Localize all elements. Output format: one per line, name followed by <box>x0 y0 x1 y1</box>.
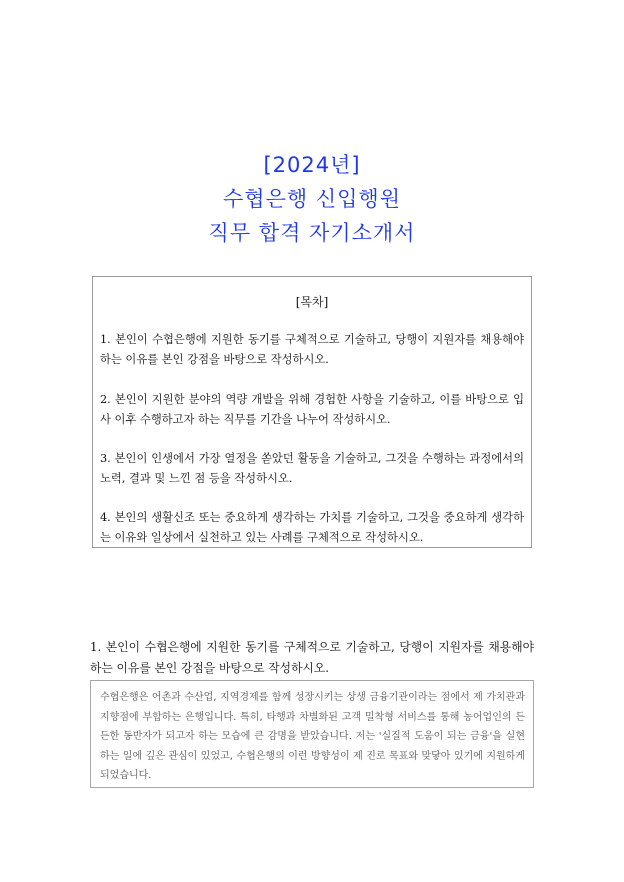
toc-item-3: 3. 본인이 인생에서 가장 열정을 쏟았던 활동을 기술하고, 그것을 수행하는 과정에서의 노력, 결과 및 느낀 점 등을 작성하시오. <box>100 452 524 485</box>
question-1-heading: 1. 본인이 수협은행에 지원한 동기를 구체적으로 기술하고, 당행이 지원자를 채용해야 하는 이유를 본인 강점을 바탕으로 작성하시오. <box>90 640 534 675</box>
title-subject: 직무 합격 자기소개서 <box>208 221 416 245</box>
toc-item-4: 4. 본인의 생활신조 또는 중요하게 생각하는 가치를 기술하고, 그것을 중요하게 생각하는 이유와 일상에서 실천하고 있는 사례를 구체적으로 작성하시오. <box>100 511 524 544</box>
toc-item-1: 1. 본인이 수협은행에 지원한 동기를 구체적으로 기술하고, 당행이 지원자를 채용해야 하는 이유를 본인 강점을 바탕으로 작성하시오. <box>100 333 524 366</box>
toc-heading: [목차] <box>295 295 329 309</box>
toc-item-2: 2. 본인이 지원한 분야의 역량 개발을 위해 경험한 사항을 기술하고, 이를 바탕으로 입사 이후 수행하고자 하는 직무를 기간을 나누어 작성하시오. <box>100 393 524 426</box>
title-year: [2024년] <box>263 153 361 177</box>
table-of-contents <box>92 276 532 548</box>
question-1-answer: 수협은행은 어촌과 수산업, 지역경제를 함께 성장시키는 상생 금융기관이라는 점에서 제 가치관과 지향점에 부합하는 은행입니다. 특히, 타행과 차별화된 고객 밀착형 서비스를 통해 농어업인의 든든한 동반자가 되고자 하는 모습에 큰 감명을 받았습니다. 저는 '실질적 도움이 되는 금융'을 실현하는 일에 깊은 관심이 있었고, 수협은행의 이런 방향성이 제 진로 목표와 맞닿아 있기에 지원하게 되었습니다. <box>100 692 525 781</box>
document-title <box>0 148 624 250</box>
title-company: 수협은행 신입행원 <box>223 187 401 211</box>
question-1-answer-box <box>90 680 534 788</box>
